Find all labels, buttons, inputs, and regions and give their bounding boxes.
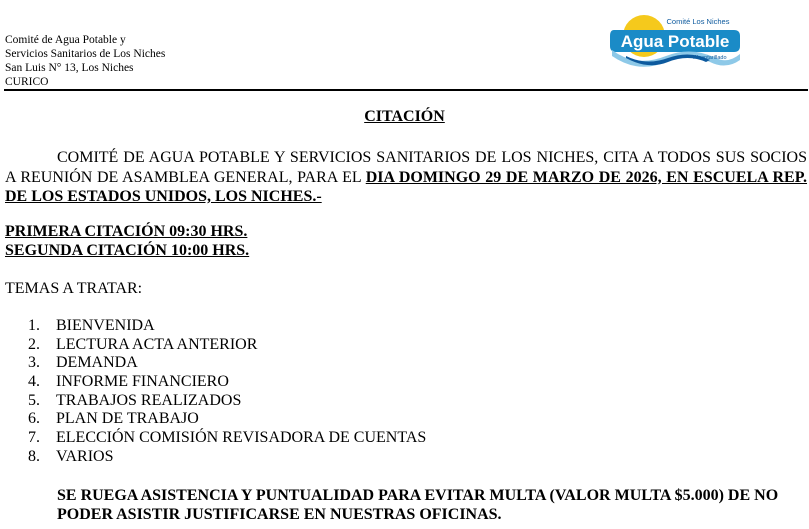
agenda-list — [28, 317, 426, 467]
agenda-item — [28, 410, 426, 429]
attendance-notice: SE RUEGA ASISTENCIA Y PUNTUALIDAD PARA EVITAR MULTA (VALOR MULTA $5.000) DE NO PODER ASISTIR JUSTIFICARSE EN NUESTRAS OFICINAS. — [57, 487, 779, 523]
agenda-item — [28, 373, 426, 392]
second-call-time: SEGUNDA CITACIÓN 10:00 HRS. — [5, 241, 250, 259]
agenda-item-number: 1. — [28, 317, 40, 334]
agenda-item-number: 2. — [28, 335, 40, 353]
address-line: Comité de Agua Potable y — [5, 34, 126, 46]
agenda-item-number: 3. — [28, 354, 40, 372]
agenda-item-text: BIENVENIDA — [56, 317, 155, 334]
logo-main-text: Agua Potable — [620, 32, 730, 51]
address-line: San Luis N° 13, Los Niches — [5, 62, 134, 74]
organization-address — [5, 33, 165, 89]
agenda-item — [28, 354, 426, 373]
agua-potable-logo — [606, 12, 742, 67]
address-line: Servicios Sanitarios de Los Niches — [5, 48, 166, 60]
agenda-item-number: 8. — [28, 447, 40, 465]
intro-text: COMITÉ DE AGUA POTABLE Y SERVICIOS SANITARIOS DE LOS NICHES, CITA A TODOS SUS SOCIOS A REUNIÓN DE ASAMBLEA GENERAL, PARA EL — [5, 149, 807, 186]
header-divider — [4, 89, 808, 91]
address-line: CURICO — [5, 76, 49, 88]
agenda-item-number: 5. — [28, 391, 40, 409]
agenda-item — [28, 448, 426, 467]
agenda-heading: TEMAS A TRATAR: — [5, 280, 143, 297]
agenda-item-text: VARIOS — [56, 447, 114, 465]
agenda-item-number: 4. — [28, 373, 40, 391]
schedule-block — [5, 223, 249, 260]
agenda-item-number: 6. — [28, 410, 40, 428]
agenda-item-number: 7. — [28, 429, 40, 447]
logo-top-text: Comité Los Niches — [666, 17, 730, 26]
intro-paragraph — [5, 148, 807, 207]
agenda-item-text: PLAN DE TRABAJO — [56, 410, 199, 428]
agenda-item — [28, 392, 426, 411]
agenda-item-text: TRABAJOS REALIZADOS — [56, 391, 242, 409]
logo-bottom-text: Alcantarillado — [693, 55, 727, 61]
agenda-item — [28, 317, 426, 336]
meeting-date-location: DIA DOMINGO 29 DE MARZO DE 2026, EN ESCUELA REP. DE LOS ESTADOS UNIDOS, LOS NICHES.- — [5, 168, 808, 205]
document-title: CITACIÓN — [364, 108, 445, 125]
agenda-item — [28, 336, 426, 355]
first-call-time: PRIMERA CITACIÓN 09:30 HRS. — [5, 223, 248, 240]
agenda-item-text: INFORME FINANCIERO — [56, 373, 229, 391]
agenda-item — [28, 429, 426, 448]
agenda-item-text: ELECCIÓN COMISIÓN REVISADORA DE CUENTAS — [56, 429, 427, 447]
agenda-item-text: DEMANDA — [56, 354, 138, 372]
agenda-item-text: LECTURA ACTA ANTERIOR — [56, 335, 258, 353]
